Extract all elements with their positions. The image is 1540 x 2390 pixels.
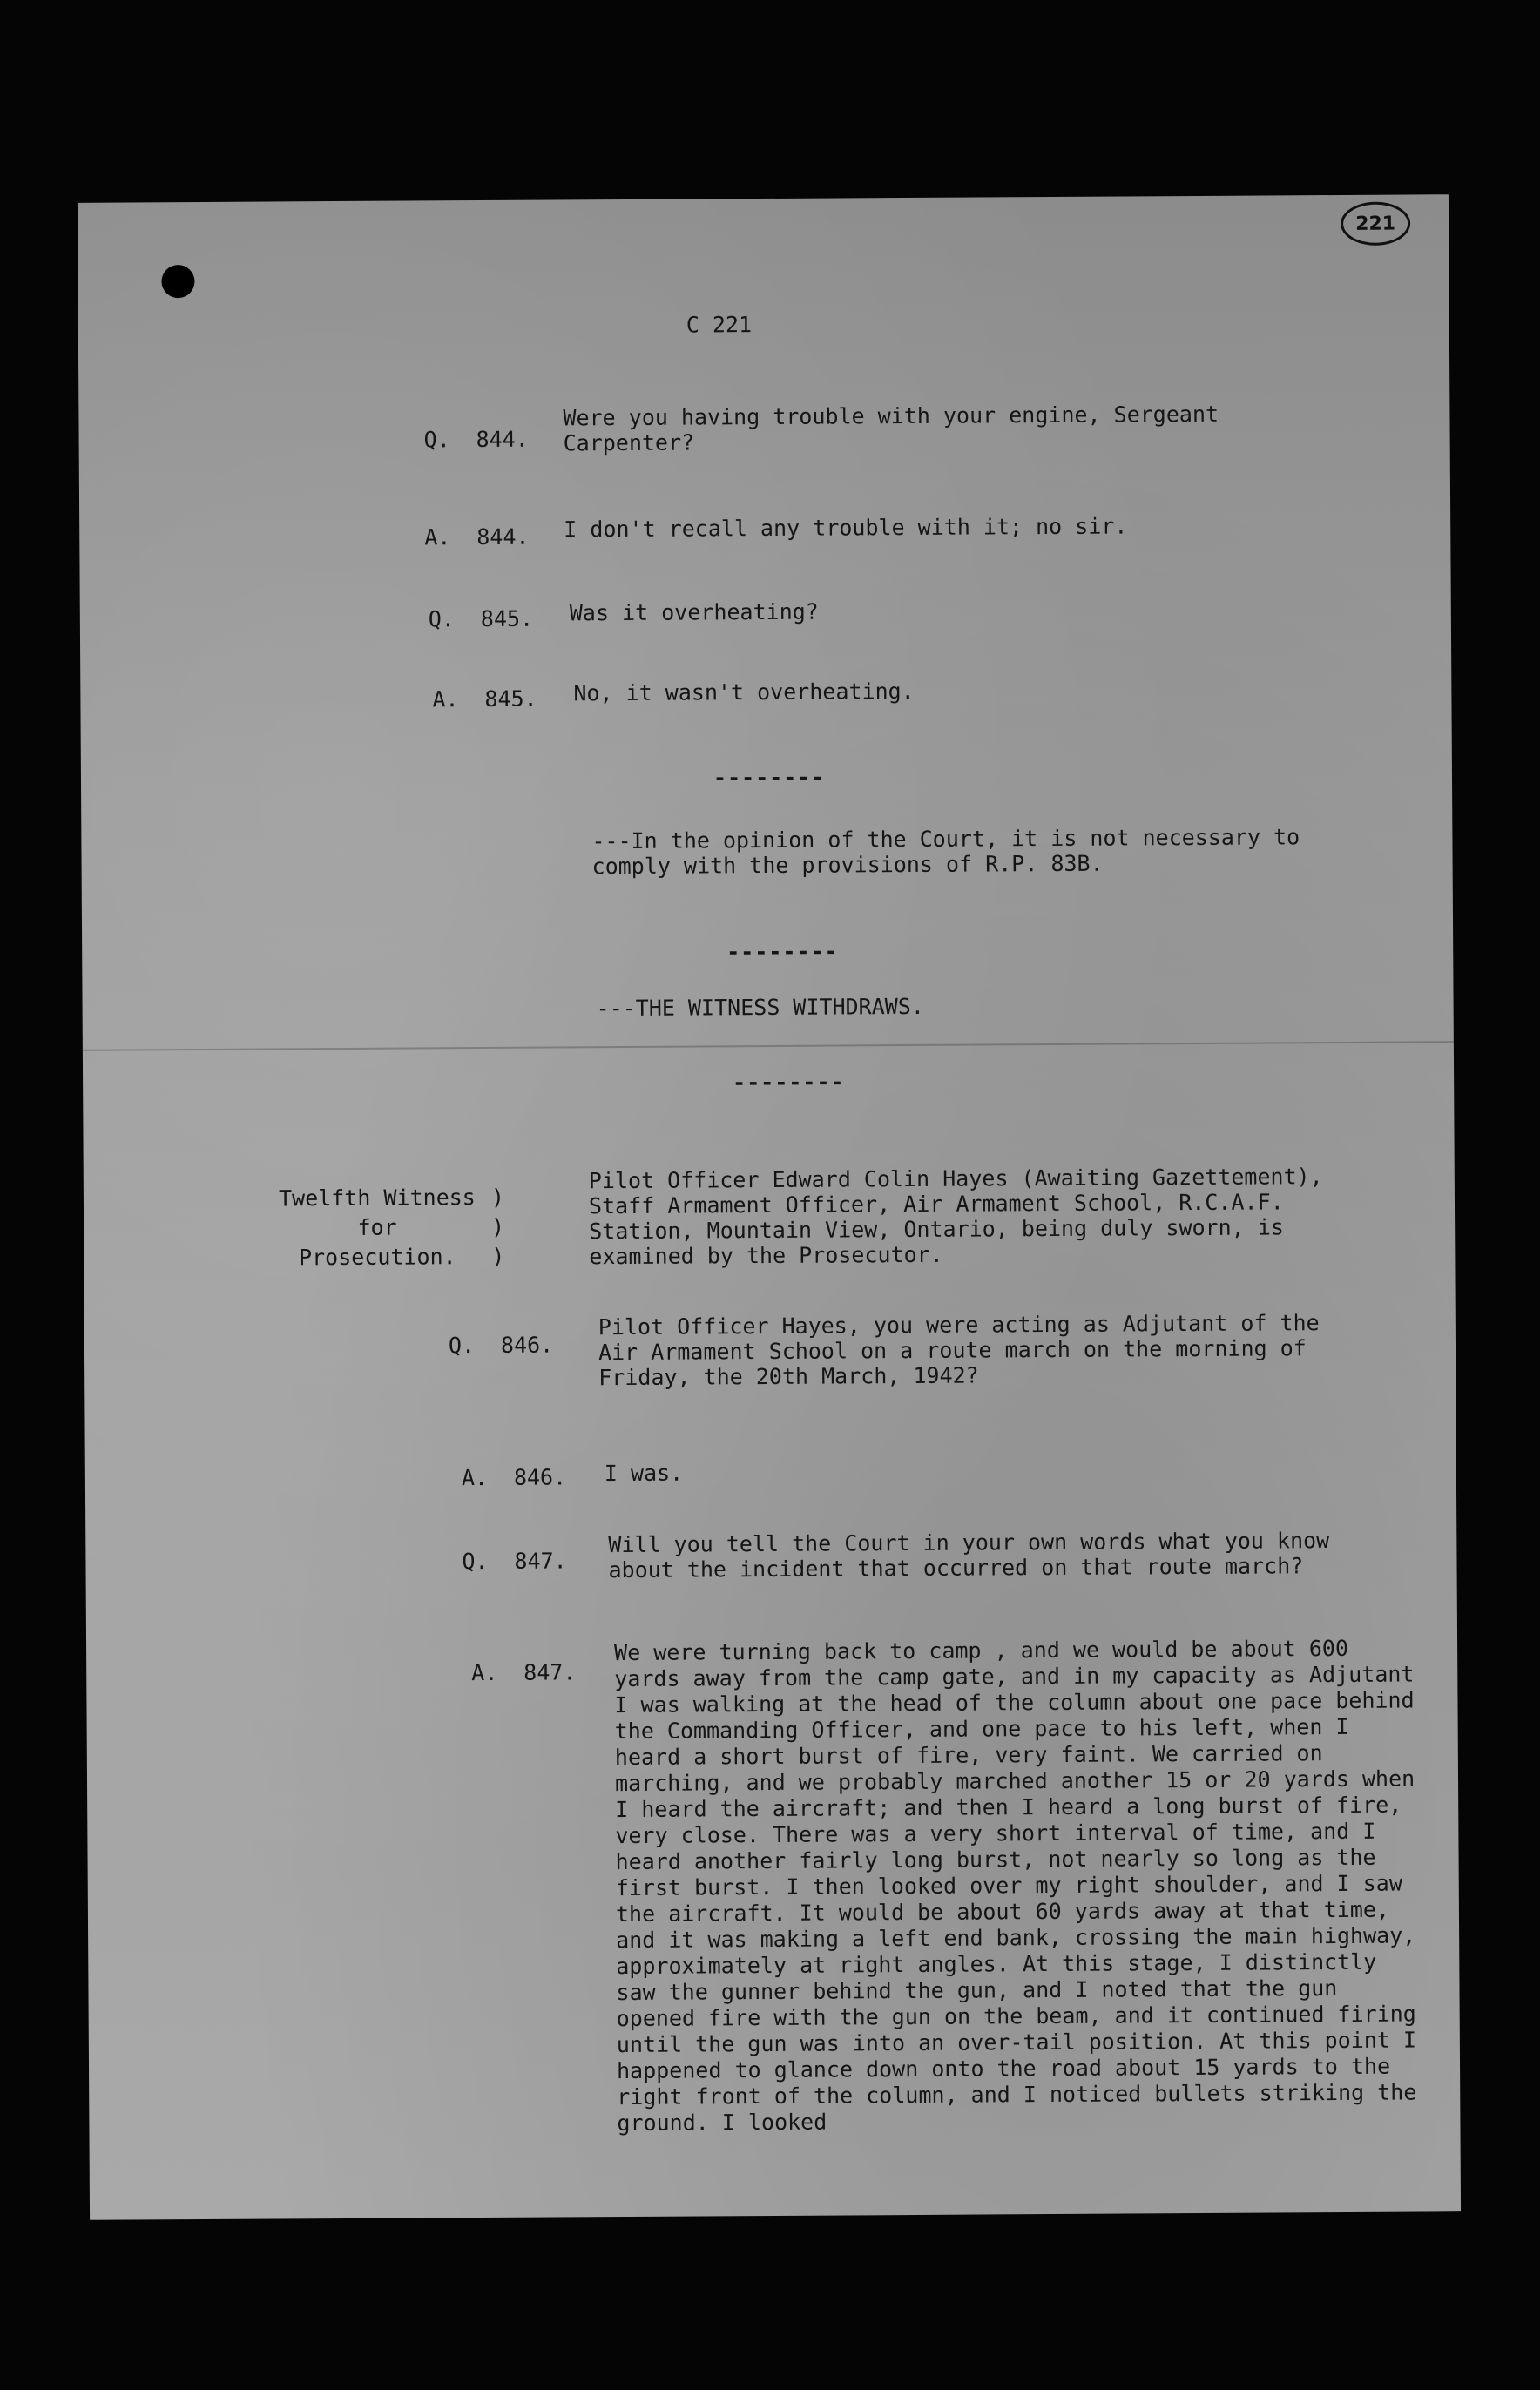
entry-tag: Q. (428, 606, 456, 632)
witness-brackets: ) ) ) (490, 1184, 505, 1269)
entry-tag: A. (461, 1464, 489, 1491)
fold-line (83, 1041, 1454, 1051)
entry-tag: Q. (448, 1333, 476, 1359)
separator: -------- (713, 764, 826, 791)
entry-tag: A. (432, 686, 459, 712)
witness-label-line: Prosecution. (298, 1244, 456, 1271)
entry-text: We were turning back to camp , and we would be about 600 yards away from the camp gate, and in my capacity as Adjutant I was walking at the head of the column about one pace behind the Commanding Officer, and one pace to his left, when I heard a short burst of fire, very faint. We carried on marching, and we probably marched another 15 or 20 yards when I heard the aircraft; and then I heard a long burst of fire, very close. There was a very short interval of time, and I heard another fairly long burst, not nearly so long as the first burst. I then looked over my right shoulder, and I saw the aircraft. It would be about 60 yards away at that time, and it was making a left end bank, crossing the main highway, approximately at right angles. At this stage, I distinctly saw the gunner behind the gun, and I noted that the gun opened fire with the gun on the beam, and it continued firing until the gun was into an over-tail position. At this point I happened to glance down onto the road about 15 yards to the right front of the column, and I noticed bullets striking the ground. I looked (614, 1635, 1417, 2137)
entry-tag: Q. (462, 1548, 489, 1575)
witness-label (268, 1183, 487, 1273)
document-page (78, 194, 1461, 2220)
witness-label-line: Twelfth Witness (278, 1185, 476, 1212)
entry-number: 845. (480, 605, 534, 632)
entry-text: No, it wasn't overheating. (573, 678, 915, 706)
witness-intro: Pilot Officer Edward Colin Hayes (Awaiting Gazettement), Staff Armament Officer, Air Armament School, R.C.A.F. Station, Mountain View, Ontario, being duly sworn, is examined by the Prosecutor. (588, 1164, 1323, 1270)
entry-text: Were you having trouble with your engine, Sergeant Carpenter? (563, 401, 1219, 456)
entry-number: 844. (476, 426, 529, 453)
entry-number: 844. (476, 523, 530, 550)
entry-number: 847. (514, 1548, 567, 1574)
separator: -------- (733, 1069, 845, 1096)
page-number: C 221 (686, 312, 753, 338)
punch-hole (161, 265, 194, 298)
entry-text: Pilot Officer Hayes, you were acting as Adjutant of the Air Armament School on a route march on the morning of Friday, the 20th March, 1942? (598, 1310, 1320, 1391)
entry-number: 847. (523, 1659, 577, 1685)
entry-text: I was. (604, 1460, 684, 1487)
withdraws-note: ---THE WITNESS WITHDRAWS. (596, 993, 924, 1022)
page-stamp: 221 (1341, 201, 1410, 245)
entry-tag: A. (424, 524, 451, 550)
entry-tag: Q. (423, 427, 450, 453)
entry-tag: A. (471, 1659, 498, 1686)
witness-label-line: for (357, 1214, 397, 1240)
entry-number: 846. (513, 1464, 567, 1490)
entry-text: I don't recall any trouble with it; no sir. (564, 513, 1128, 543)
entry-number: 845. (484, 685, 537, 712)
entry-number: 846. (500, 1332, 554, 1358)
entry-text: Will you tell the Court in your own words what you know about the incident that occurred on that route march? (608, 1528, 1330, 1583)
court-note: ---In the opinion of the Court, it is not necessary to comply with the provisions of R.P. 83B. (591, 824, 1300, 880)
entry-text: Was it overheating? (569, 598, 819, 626)
separator: -------- (726, 938, 839, 965)
